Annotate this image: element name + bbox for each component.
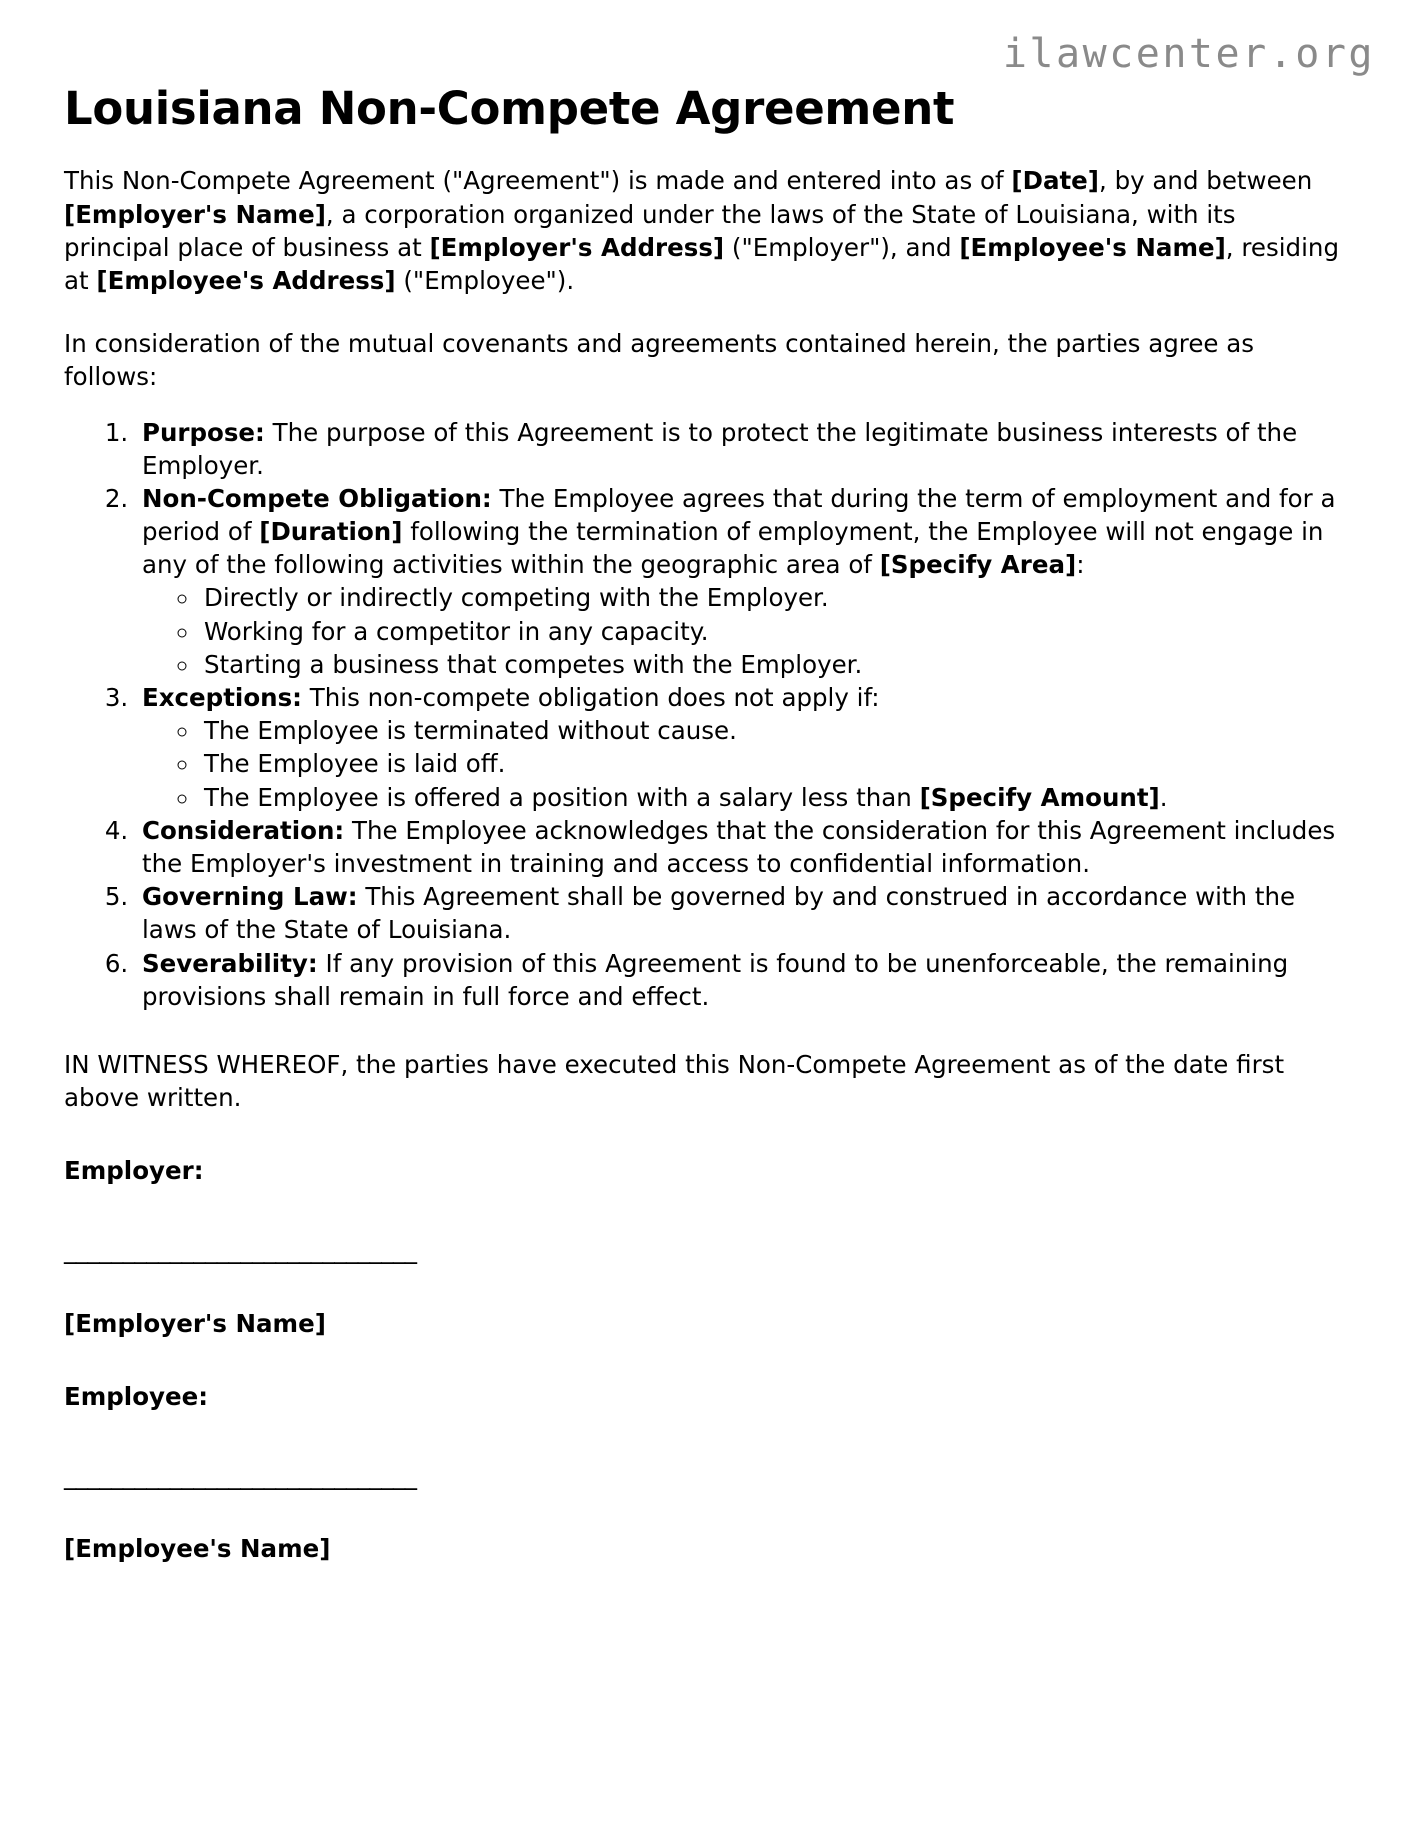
clause-label-purpose: Purpose: [142,417,265,447]
clause-list [64,416,1347,1013]
clause-item-exceptions [136,681,1347,814]
list-item: ◦ Working for a competitor in any capacity. [200,615,1347,648]
clause-label-severability: Severability: [142,948,318,978]
employer-signature-heading: Employer: [64,1156,204,1186]
list-item: ◦ Starting a business that competes with the Employer. [200,648,1347,681]
clause-text-exceptions: This non-compete obligation does not apply if: [301,683,880,713]
clause-item-purpose [136,416,1347,482]
intro-text-part1: This Non-Compete Agreement ("Agreement") is made and entered into as of [64,166,1012,196]
specify-amount-placeholder: [Specify Amount] [919,782,1160,812]
clause-text-purpose: The purpose of this Agreement is to protect the legitimate business interests of the Employer. [142,417,1298,480]
employee-address-placeholder: [Employee's Address] [96,265,396,295]
date-placeholder: [Date] [1011,166,1099,196]
exception-text-a: The Employee is offered a position with a salary less than [204,782,920,812]
exceptions-list [142,714,1347,814]
exception-text-b: . [1159,782,1168,812]
clause-label-non-compete-obligation: Non-Compete Obligation: [142,483,492,513]
intro-text-part2: , by and between [1099,166,1313,196]
page-title: Louisiana Non-Compete Agreement [64,82,955,135]
intro-paragraph [64,164,1347,297]
employer-signature-name: [Employer's Name] [64,1308,326,1338]
intro-text-part3: , a corporation organized under the laws of the State of Louisiana, with its principal place of business at [64,199,1236,262]
intro-text-part4: ("Employer"), and [724,232,960,262]
employer-signature-line: ______________________________ [64,1235,417,1265]
clause-label-exceptions: Exceptions: [142,683,302,713]
employee-signature-line: ______________________________ [64,1461,417,1491]
document-body [64,164,1347,1565]
clause-item-consideration [136,814,1347,880]
list-item [200,781,1347,814]
non-compete-activity-list [142,581,1347,681]
witness-paragraph: IN WITNESS WHEREOF, the parties have executed this Non-Compete Agreement as of the date first above written. [64,1049,1285,1113]
employer-name-placeholder: [Employer's Name] [64,199,326,229]
clause-text-b-non-compete: following the termination of employment, the Employee will not engage in any of the following activities within the geographic area of [142,517,1324,580]
clause-text-a-non-compete: The Employee agrees that during the term of employment and for a period of [142,483,1336,547]
list-item: ◦ Directly or indirectly competing with the Employer. [200,581,1347,614]
duration-placeholder: [Duration] [259,517,403,547]
clause-label-consideration: Consideration: [142,815,345,845]
clause-text-severability: If any provision of this Agreement is found to be unenforceable, the remaining provisions shall remain in full force and effect. [142,948,1289,1011]
intro-text-part5: , residing at [64,232,1339,295]
clause-item-governing-law [136,880,1347,946]
intro-text-part6: ("Employee"). [395,265,575,295]
clause-text-governing-law: This Agreement shall be governed by and construed in accordance with the laws of the State of Louisiana. [142,882,1296,945]
list-item: ◦ The Employee is terminated without cause. [200,714,1347,747]
clause-text-consideration: The Employee acknowledges that the consideration for this Agreement includes the Employer's investment in training and access to confidential information. [142,815,1336,878]
site-logo: ilawcenter.org [1002,31,1375,77]
clause-label-governing-law: Governing Law: [142,882,358,912]
employee-name-placeholder: [Employee's Name] [959,232,1226,262]
employee-signature-name: [Employee's Name] [64,1534,331,1564]
specify-area-placeholder: [Specify Area] [879,550,1077,580]
clause-item-non-compete-obligation [136,482,1347,681]
employer-address-placeholder: [Employer's Address] [429,232,725,262]
list-item: ◦ The Employee is laid off. [200,747,1347,780]
consideration-paragraph: In consideration of the mutual covenants and agreements contained herein, the parties agree as follows: [64,329,1255,392]
clause-text-c-non-compete: : [1076,550,1085,580]
clause-item-severability [136,947,1347,1013]
employee-signature-heading: Employee: [64,1381,209,1411]
